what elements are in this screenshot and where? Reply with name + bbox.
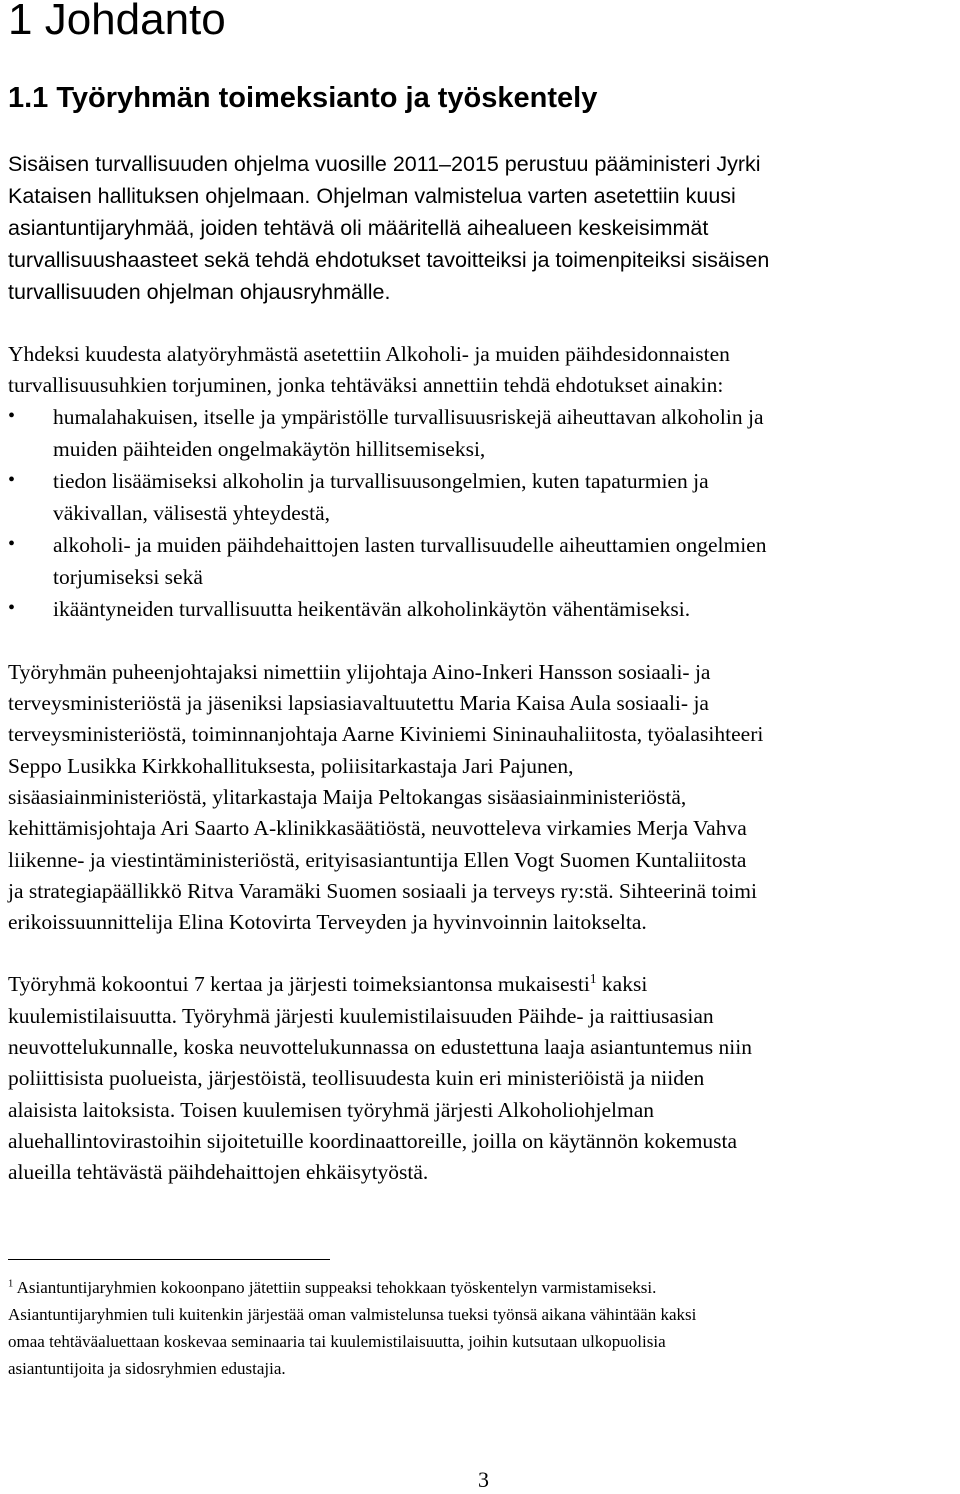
bullet-icon: • xyxy=(8,405,16,427)
bullet-icon: • xyxy=(8,597,16,619)
list-item-line: humalahakuisen, itselle ja ympäristölle turvallisuusriskejä aiheuttavan alkoholin ja xyxy=(53,405,764,429)
page-number: 3 xyxy=(478,1467,489,1492)
paragraph-line: ja strategiapäällikkö Ritva Varamäki Suomen sosiaali ja terveys ry:stä. Sihteerinä toimi xyxy=(8,879,757,903)
paragraph-line: kuulemistilaisuutta. Työryhmä järjesti kuulemistilaisuuden Päihde- ja raittiusasian xyxy=(8,1004,714,1028)
list-item-line: tiedon lisäämiseksi alkoholin ja turvallisuusongelmien, kuten tapaturmien ja xyxy=(53,469,709,493)
paragraph-line: kehittämisjohtaja Ari Saarto A-klinikkasäätiöstä, neuvotteleva virkamies Merja Vahva xyxy=(8,816,747,840)
footnote-number: 1 xyxy=(8,1278,14,1290)
paragraph-line: sisäasiainministeriöstä, ylitarkastaja Maija Peltokangas sisäasiainministeriöstä, xyxy=(8,785,687,809)
footnote-line: asiantuntijoita ja sidosryhmien edustajia. xyxy=(8,1359,286,1378)
paragraph-line: Kataisen hallituksen ohjelmaan. Ohjelman valmistelua varten asetettiin kuusi xyxy=(8,184,736,208)
list-item-line: ikääntyneiden turvallisuutta heikentävän alkoholinkäytön vähentämiseksi. xyxy=(53,597,691,621)
paragraph-text: Työryhmä kokoontui 7 kertaa ja järjesti toimeksiantonsa mukaisesti xyxy=(8,972,590,996)
bullet-icon: • xyxy=(8,533,16,555)
paragraph-line: aluehallintovirastoihin sijoitetuille koordinaattoreille, joilla on käytännön kokemusta xyxy=(8,1129,738,1153)
paragraph-line: alaisista laitoksista. Toisen kuulemisen työryhmä järjesti Alkoholiohjelman xyxy=(8,1098,654,1122)
paragraph-line: Seppo Lusikka Kirkkohallituksesta, poliisitarkastaja Jari Pajunen, xyxy=(8,754,574,778)
paragraph-line: terveysministeriöstä ja jäseniksi lapsiasiavaltuutettu Maria Kaisa Aula sosiaali- ja xyxy=(8,691,709,715)
footnote-separator xyxy=(8,1259,330,1260)
footnote-line: Asiantuntijaryhmien tuli kuitenkin järjestää oman valmistelunsa tueksi työnsä aikana vähintään kaksi xyxy=(8,1305,697,1324)
list-item-line: alkoholi- ja muiden päihdehaittojen lasten turvallisuudelle aiheuttamien ongelmien xyxy=(53,533,767,557)
list-item-line: muiden päihteiden ongelmakäytön hillitsemiseksi, xyxy=(53,437,486,461)
list-item-line: torjumiseksi sekä xyxy=(53,565,203,589)
paragraph-line: turvallisuushaasteet sekä tehdä ehdotukset tavoitteiksi ja toimenpiteiksi sisäisen xyxy=(8,248,770,272)
footnote-line: omaa tehtäväaluettaan koskevaa seminaaria tai kuulemistilaisuutta, joihin kutsutaan ulkopuolisia xyxy=(8,1332,666,1351)
footnote-reference[interactable]: 1 xyxy=(589,970,597,986)
paragraph-text: kaksi xyxy=(596,972,648,996)
footnote-text: Asiantuntijaryhmien kokoonpano jätettiin suppeaksi tehokkaan työskentelyn varmistamiseksi. xyxy=(13,1278,657,1297)
paragraph-line: asiantuntijaryhmää, joiden tehtävä oli määritellä aihealueen keskeisimmät xyxy=(8,216,709,240)
paragraph-line: poliittisista puolueista, järjestöistä, teollisuudesta kuin eri ministeriöistä ja niiden xyxy=(8,1066,705,1090)
paragraph-line: erikoissuunnittelija Elina Kotovirta Terveyden ja hyvinvoinnin laitokselta. xyxy=(8,910,647,934)
chapter-heading: 1 Johdanto xyxy=(8,0,226,44)
bullet-icon: • xyxy=(8,469,16,491)
paragraph-line: turvallisuusuhkien torjuminen, jonka tehtäväksi annettiin tehdä ehdotukset ainakin: xyxy=(8,373,724,397)
list-item-line: väkivallan, välisestä yhteydestä, xyxy=(53,501,331,525)
section-heading: 1.1 Työryhmän toimeksianto ja työskentely xyxy=(8,82,598,114)
paragraph-line: terveysministeriöstä, toiminnanjohtaja Aarne Kiviniemi Sininauhaliitosta, työalasihteeri xyxy=(8,722,764,746)
paragraph-line: turvallisuuden ohjelman ohjausryhmälle. xyxy=(8,280,391,304)
paragraph-line: liikenne- ja viestintäministeriöstä, erityisasiantuntija Ellen Vogt Suomen Kuntaliitosta xyxy=(8,848,747,872)
footnote-line xyxy=(8,1278,656,1298)
paragraph-line xyxy=(8,972,647,997)
paragraph-line: Työryhmän puheenjohtajaksi nimettiin ylijohtaja Aino-Inkeri Hansson sosiaali- ja xyxy=(8,660,711,684)
paragraph-line: Yhdeksi kuudesta alatyöryhmästä asetettiin Alkoholi- ja muiden päihdesidonnaisten xyxy=(8,342,730,366)
paragraph-line: alueilla tehtävästä päihdehaittojen ehkäisytyöstä. xyxy=(8,1160,429,1184)
paragraph-line: Sisäisen turvallisuuden ohjelma vuosille 2011–2015 perustuu pääministeri Jyrki xyxy=(8,152,761,176)
paragraph-line: neuvottelukunnalle, koska neuvottelukunnassa on edustettuna laaja asiantuntemus niin xyxy=(8,1035,752,1059)
